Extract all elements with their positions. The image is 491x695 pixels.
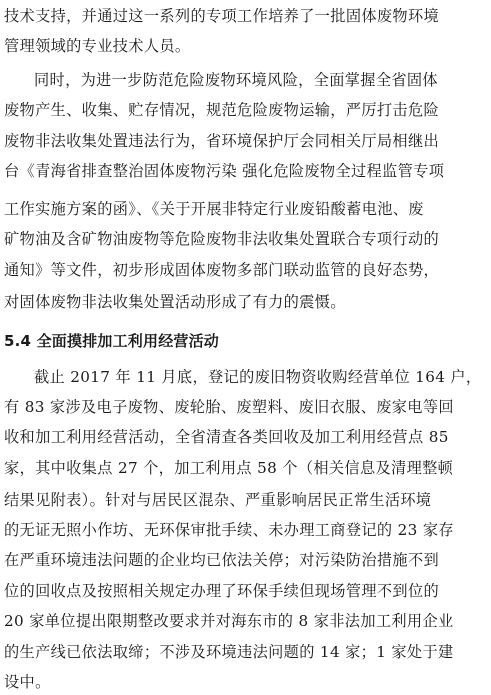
paragraph-3-line-5: 结果见附表）。针对与居民区混杂、严重影响居民正常生活环境: [4, 491, 432, 509]
paragraph-3-line-2: 有 83 家涉及电子废物、废轮胎、废塑料、废旧衣服、废家电等回: [4, 398, 454, 416]
paragraph-2-line-1: 同时，为进一步防范危险废物环境风险，全面掌握全省固体: [34, 71, 438, 89]
paragraph-2-line-7: 通知》等文件，初步形成固体废物多部门联动监管的良好态势，: [4, 261, 440, 279]
paragraph-3-line-8: 位的回收点及按照相关规定办理了环保手续但现场管理不到位的: [4, 582, 440, 600]
paragraph-3-line-1: 截止 2017 年 11 月底，登记的废旧物资收购经营单位 164 户，: [34, 368, 482, 386]
paragraph-3-line-6: 的无证无照小作坊、无环保审批手续、未办理工商登记的 23 家存: [4, 521, 454, 539]
paragraph-2-line-2: 废物产生、收集、贮存情况，规范危险废物运输，严厉打击危险: [4, 101, 440, 119]
paragraph-2-line-3: 废物非法收集处置违法行为，省环境保护厅会同相关厅局相继出: [4, 132, 440, 150]
paragraph-3-line-4: 家，其中收集点 27 个，加工利用点 58 个（相关信息及清理整顿: [4, 459, 454, 477]
paragraph-3-line-9: 20 家单位提出限期整改要求并对海东市的 8 家非法加工利用企业: [4, 612, 454, 630]
paragraph-2-line-5: 工作实施方案的函》、《关于开展非特定行业废铅酸蓄电池、废: [4, 200, 424, 218]
paragraph-3-line-11: 设中。: [4, 673, 51, 691]
paragraph-3-line-10: 的生产线已依法取缔；不涉及环境违法问题的 14 家；1 家处于建: [4, 643, 454, 661]
section-heading: 5.4 全面摸排加工利用经营活动: [4, 332, 219, 350]
paragraph-3-line-3: 收和加工利用经营活动，全省清查各类回收及加工利用经营点 85: [4, 428, 449, 446]
paragraph-1-line-2: 管理领域的专业技术人员。: [4, 37, 191, 55]
paragraph-3-line-7: 在严重环境违法问题的企业均已依法关停；对污染防治措施不到: [4, 551, 440, 569]
paragraph-2-line-6: 矿物油及含矿物油废物等危险废物非法收集处置联合专项行动的: [4, 230, 440, 248]
paragraph-1-line-1: 技术支持，并通过这一系列的专项工作培养了一批固体废物环境: [4, 7, 440, 25]
paragraph-2-line-8: 对固体废物非法收集处置活动形成了有力的震慑。: [4, 293, 346, 311]
paragraph-2-line-4: 台《青海省排查整治固体废物污染 强化危险废物全过程监管专项: [4, 162, 445, 180]
